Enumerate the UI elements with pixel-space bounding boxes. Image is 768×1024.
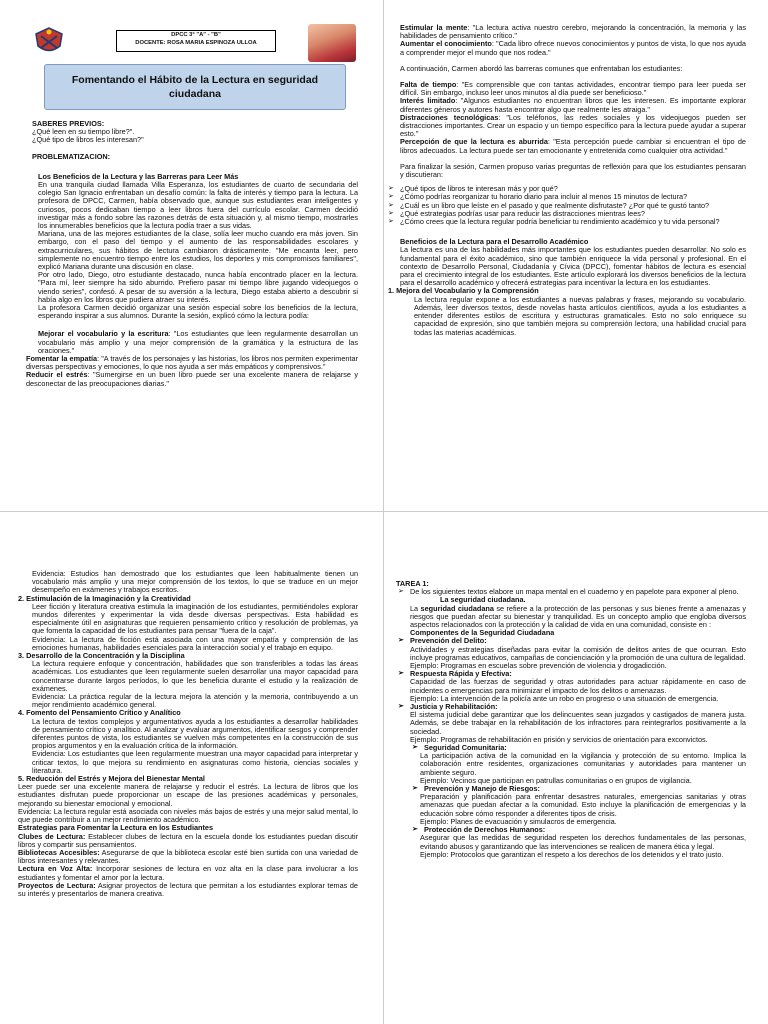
page-1 xyxy=(0,0,384,512)
barrier-boring-text: : "Esta percepción puede cambiar si encuentran el tipo de libros adecuados. La lectura puede ser tan emocionante y entretenida como cualquier otra actividad." xyxy=(400,137,746,155)
page-2-content xyxy=(388,23,746,337)
saberes-question-2: ¿Qué tipo de libros les interesan?" xyxy=(32,135,144,145)
strategy-libraries xyxy=(18,849,358,865)
component-risk-management-text: Preparación y planificación para enfrentar desastres naturales, emergencias sanitarias y otras amenazas que puedan afectar a la comunidad. Esto incluye la planificación de emergencias y la educación sobre cómo responder a diferentes tipos de crisis. xyxy=(420,792,746,818)
components-heading: Componentes de la Seguridad Ciudadana xyxy=(410,628,555,638)
strategies-heading: Estrategias para Fomentar la Lectura en los Estudiantes xyxy=(18,823,214,833)
story-paragraph-3: Por otro lado, Diego, otro estudiante destacado, nunca había encontrado placer en la lectura. "Para mí, leer siempre ha sido aburrido. Prefiero pasar mi tiempo libre jugando videojuegos o viendo series", confesó. A pesar de su aversión a la lectura, Diego estaba abierto a descubrir si había algo en los libros que pudiera atraer su interés. xyxy=(38,270,358,304)
benefit-stress xyxy=(26,371,358,387)
strategy-libraries-text: Asegurarse de que la biblioteca escolar esté bien surtida con una variedad de libros interesantes y relevantes. xyxy=(18,847,359,866)
teacher-line: DOCENTE: ROSA MARIA ESPINOZA ULLOA xyxy=(135,40,257,46)
component-rapid-response-example: Ejemplo: La intervención de la policía ante un robo en progreso o una situación de emergencia. xyxy=(410,693,719,703)
security-term: seguridad ciudadana xyxy=(420,603,494,613)
component-crime-prevention-example: Ejemplo: Programas en escuelas sobre prevención de violencia y drogadicción. xyxy=(410,661,667,671)
security-paragraph-lead: La xyxy=(410,603,421,613)
question-item: ➢ ¿Qué estrategias podrías usar para reducir las distracciones mientras lees? xyxy=(386,210,746,218)
security-paragraph-text: se refiere a la protección de las personas y sus bienes frente a amenazas y riesgos que puedan afectar su bienestar y tranquilidad. Es un concepto amplio que engloba diversos aspectos relacionados con la protección y la calidad de vida en una comunidad, consiste en : xyxy=(410,603,746,630)
story-paragraph-2: Mariana, una de las mejores estudiantes de la clase, solía leer mucho cuando era más joven. Sin embargo, con el paso del tiempo y el aumento de las responsabilidades escolares y extracurriculares, sus hábitos de lectura cambiaron drásticamente. "Me encanta leer, pero simplemente no encuentro tiempo entre los estudios, los deportes y mis compromisos familiares", explicó Mariana durante una discusión en clase. xyxy=(38,229,358,272)
evidence-5: Evidencia: La lectura regular está asociada con niveles más bajos de estrés y una mejor salud mental, lo que puede contribuir a un mejor rendimiento académico. xyxy=(18,806,358,825)
benefit-empathy-text: : "A través de los personajes y las historias, los libros nos permiten experimentar diversas perspectivas y emociones, lo que nos ayuda a ser más empáticos y comprensivos." xyxy=(26,354,358,372)
component-community: ➢ Seguridad Comunitaria: xyxy=(410,744,746,752)
section-1-text: La lectura regular expone a los estudiantes a nuevas palabras y frases, mejorando su vocabulario. Además, leer diversos textos, desde novelas hasta artículos científicos, ayuda a los estudiantes a entender diferentes estilos de escritura y estructuras gramaticales. Esto no solo enriquece su capacidad de expresión, sino que también mejora su comprensión lectora, una habilidad crucial para todas las materias académicas. xyxy=(414,294,746,337)
benefit-stress-text: : "Sumergirse en un buen libro puede ser una excelente manera de relajarse y desconectar de las preocupaciones diarias." xyxy=(26,370,358,388)
section-3-text: La lectura requiere enfoque y concentración, habilidades que son transferibles a todas las áreas académicas. Los estudiantes que leen regularmente suelen desarrollar una mayor capacidad para concentrarse durante largos períodos, lo que les beneficia durante el estudio y la realización de exámenes. xyxy=(32,659,358,693)
components-list xyxy=(396,637,746,645)
question-item: ➢ ¿Cómo crees que la lectura regular podría beneficiar tu rendimiento académico y tu vida personal? xyxy=(386,218,746,226)
course-line: DPCC 3° "A" - "B" xyxy=(171,32,221,38)
section-4-text: La lectura de textos complejos y argumentativos ayuda a los estudiantes a desarrollar habilidades de pensamiento crítico y analítico. Al analizar y evaluar argumentos, identificar sesgos y comprender diferentes puntos de vista, los estudiantes se vuelven más competentes en la construcción de sus propios argumentos y en la evaluación crítica de la información. xyxy=(32,716,358,751)
security-paragraph xyxy=(396,605,746,630)
components-list-3 xyxy=(396,703,746,711)
strategy-clubs-title: Clubes de Lectura: xyxy=(18,831,86,841)
story-paragraph-1: En una tranquila ciudad llamada Villa Esperanza, los estudiantes de cuarto de secundaria del colegio San Ignacio enfrentaban un desafío común: la falta de interés y tiempo para la lectura. La profesora de DPCC, Carmen, había observado que, aunque sus estudiantes eran inteligentes y curiosos, pocos dedicaban tiempo a leer libros fuera del currículo escolar. Carmen decidió investigar más a fondo sobre las razones detrás de esta situación y, al mismo tiempo, mostrarles los innumerables beneficios que la lectura podía traer a sus vidas. xyxy=(38,180,358,231)
task-heading: TAREA 1: xyxy=(396,579,429,588)
question-item: ➢ ¿Cuál es un libro que leíste en el pasado y que realmente disfrutaste? ¿Por qué te gustó tanto? xyxy=(386,202,746,210)
task-instruction: ➢ De los siguientes textos elabore un mapa mental en el cuaderno y en papelote para exponer al pleno. xyxy=(396,588,746,596)
page-title: Fomentando el Hábito de la Lectura en seguridad ciudadana xyxy=(44,64,346,110)
components-list-6 xyxy=(396,826,746,834)
barrier-time xyxy=(400,81,746,97)
section-1-heading: 1. Mejora del Vocabulario y la Comprensión xyxy=(388,286,539,296)
section-5-heading: 5. Reducción del Estrés y Mejora del Bienestar Mental xyxy=(18,774,205,784)
security-title: La seguridad ciudadana. xyxy=(440,595,526,605)
strategy-read-aloud-text: Incorporar sesiones de lectura en voz alta en la clase para involucrar a los estudiantes y fomentar el amor por la lectura. xyxy=(18,864,358,882)
strategy-projects-text: Asignar proyectos de lectura que permitan a los estudiantes explorar temas de su interés y presentarlos de manera creativa. xyxy=(18,880,358,898)
component-human-rights: ➢ Protección de Derechos Humanos: xyxy=(410,826,746,834)
barrier-interest-title: Interés limitado xyxy=(400,96,456,106)
evidence-2: Evidencia: La lectura de ficción está asociada con una mayor empatía y comprensión de las emociones humanas, habilidades esenciales para la interacción social y el trabajo en equipo. xyxy=(32,634,358,652)
section-4-heading: 4. Fomento del Pensamiento Crítico y Analítico xyxy=(18,708,181,718)
header-box xyxy=(116,30,276,52)
components-list-2 xyxy=(396,670,746,678)
task-list xyxy=(396,588,746,596)
benefit-knowledge xyxy=(400,40,746,56)
benefit-knowledge-text: : "Cada libro ofrece nuevos conocimientos y puntos de vista, lo que nos ayuda a comprender mejor el mundo que nos rodea." xyxy=(400,39,746,57)
strategy-projects-title: Proyectos de Lectura: xyxy=(18,880,96,890)
strategy-libraries-title: Bibliotecas Accesibles: xyxy=(18,847,100,857)
component-rapid-response-text: Capacidad de las fuerzas de seguridad y otras autoridades para actuar rápidamente en caso de incidentes o emergencias para minimizar el impacto de los delitos o amenazas. xyxy=(410,677,746,695)
strategy-clubs-text: Establecer clubes de lectura en la escuela donde los estudiantes puedan discutir libros y compartir sus pensamientos. xyxy=(18,831,358,849)
component-crime-prevention-text: Actividades y estrategias diseñadas para evitar la comisión de delitos antes de que ocurran. Esto incluye programas educativos, campañas de concienciación y la promoción de una cultura de legalidad. xyxy=(410,644,746,662)
story-paragraph-4: La profesora Carmen decidió organizar una sesión especial sobre los beneficios de la lectura, esperando inspirar a sus alumnos. Durante la sesión, explicó cómo la lectura podía: xyxy=(38,303,358,321)
benefit-mind-title: Estimular la mente xyxy=(400,23,468,32)
barrier-interest-text: : "Algunos estudiantes no encuentran libros que les interesen. Es importante explorar diferentes géneros y autores hasta encontrar algo que realmente les atraiga." xyxy=(400,96,746,114)
components-list-4 xyxy=(396,744,746,752)
section-5-text: Leer puede ser una excelente manera de relajarse y reducir el estrés. La lectura de libros que los estudiantes disfrutan puede proporcionar un escape de las presiones académicas y personales, mejorando su bienestar emocional y emocional. xyxy=(18,782,358,808)
story-heading: Los Beneficios de la Lectura y las Barreras para Leer Más xyxy=(38,171,239,181)
evidence-4: Evidencia: Los estudiantes que leen regularmente muestran una mayor capacidad para interpretar y criticar textos, lo que mejora su rendimiento en asignaturas como historia, ciencias sociales y literatura. xyxy=(32,749,358,775)
academic-benefits-paragraph: La lectura es una de las habilidades más importantes que los estudiantes pueden desarrollar. No solo es fundamental para el éxito académico, sino que también enriquece la vida personal y profesional. En el contexto de Desarrollo Personal, Ciudadanía y Cívica (DPCC), fomentar hábitos de lectura es esencial para el crecimiento integral de los estudiantes. Este artículo explorará los diversos beneficios de la lectura para el desarrollo académico y ofrecerá estrategias para incentivar la lectura en los estudiantes. xyxy=(400,245,746,288)
barrier-time-title: Falta de tiempo xyxy=(400,80,457,90)
benefit-vocabulary-title: Mejorar el vocabulario y la escritura xyxy=(38,329,169,339)
school-crest-logo xyxy=(32,26,66,56)
component-human-rights-text: Asegurar que las medidas de seguridad respeten los derechos fundamentales de las personas, evitando abusos y garantizando que las intervenciones se realicen de manera ética y legal. xyxy=(420,833,746,851)
final-intro: Para finalizar la sesión, Carmen propuso varias preguntas de reflexión para que los estudiantes pensaran y discutieran: xyxy=(400,161,746,180)
saberes-heading: SABERES PREVIOS: xyxy=(32,119,105,128)
component-community-text: La participación activa de la comunidad en la vigilancia y protección de su entorno. Implica la colaboración entre residentes, organizaciones comunitarias y autoridades para mantener un ambiente seguro. xyxy=(420,751,746,777)
page-3 xyxy=(0,512,384,1024)
reflection-questions xyxy=(386,185,746,226)
barrier-boring xyxy=(400,138,746,154)
benefit-mind xyxy=(400,24,746,40)
component-risk-management-example: Ejemplo: Planes de evacuación y simulacros de emergencia. xyxy=(420,816,617,826)
barrier-time-text: : "Es comprensible que con tantas actividades, encontrar tiempo para leer pueda ser difícil. Sin embargo, incluso leer unos minutos al día puede ser beneficioso." xyxy=(400,80,746,98)
benefit-stress-title: Reducir el estrés xyxy=(26,370,88,380)
page-3-content xyxy=(18,570,358,898)
component-justice-example: Ejemplo: Programas de rehabilitación en prisión y servicios de orientación para exconvictos. xyxy=(410,734,708,744)
component-justice-text: El sistema judicial debe garantizar que los delincuentes sean juzgados y castigados de manera justa. Además, se debe trabajar en la rehabilitación de los infractores para reintegrarlos positivamente a la sociedad. xyxy=(410,710,746,736)
barrier-tech xyxy=(400,114,746,139)
components-list-5 xyxy=(396,785,746,793)
barriers-intro: A continuación, Carmen abordó las barreras comunes que enfrentaban los estudiantes: xyxy=(400,63,683,73)
benefit-empathy xyxy=(26,355,358,371)
evidence-1: Evidencia: Estudios han demostrado que los estudiantes que leen habitualmente tienen un vocabulario más amplio y una mejor comprensión de los textos, lo que se traduce en un mejor desempeño en exámenes y trabajos escritos. xyxy=(32,569,358,595)
strategy-read-aloud xyxy=(18,865,358,881)
component-community-example: Ejemplo: Vecinos que participan en patrullas comunitarias o en grupos de vigilancia. xyxy=(420,775,692,785)
benefit-vocabulary-text: : "Los estudiantes que leen regularmente desarrollan un vocabulario más amplio y una mejor comprensión de la gramática y la estructura de las oraciones." xyxy=(38,329,358,355)
evidence-3: Evidencia: La práctica regular de la lectura mejora la atención y la memoria, contribuyendo a un mejor rendimiento académico general. xyxy=(32,692,358,710)
barrier-interest xyxy=(400,97,746,113)
section-2-heading: 2. Estimulación de la Imaginación y la Creatividad xyxy=(18,593,191,603)
component-crime-prevention: ➢ Prevención del Delito: xyxy=(396,637,746,645)
page-4-content xyxy=(396,580,746,859)
page-4 xyxy=(384,512,768,1024)
strategy-projects xyxy=(18,882,358,898)
question-item: ➢ ¿Cómo podrías reorganizar tu horario diario para incluir al menos 15 minutos de lectura? xyxy=(386,193,746,201)
component-rapid-response: ➢ Respuesta Rápida y Efectiva: xyxy=(396,670,746,678)
photo-image xyxy=(308,24,356,62)
benefit-knowledge-title: Aumentar el conocimiento xyxy=(400,39,492,49)
barrier-tech-title: Distracciones tecnológicas xyxy=(400,112,499,122)
component-human-rights-example: Ejemplo: Protocolos que garantizan el respeto a los derechos de los detenidos y el trato justo. xyxy=(420,849,724,859)
strategy-clubs xyxy=(18,833,358,849)
question-item: ➢ ¿Qué tipos de libros te interesan más y por qué? xyxy=(386,185,746,193)
strategy-read-aloud-title: Lectura en Voz Alta: xyxy=(18,864,93,874)
saberes-question-1: ¿Qué leen en su tiempo libre?". xyxy=(32,127,135,137)
page-1-content xyxy=(26,119,358,388)
section-2-text: Leer ficción y literatura creativa estimula la imaginación de los estudiantes, permitiéndoles explorar mundos diferentes y experimentar la vida desde diversas perspectivas. Esta habilidad es especialmente útil en asignaturas que requieren pensamiento crítico y resolución de problemas, ya que fomenta la capacidad de los estudiantes para pensar "fuera de la caja". xyxy=(32,601,358,636)
barrier-boring-title: Percepción de que la lectura es aburrida xyxy=(400,137,548,147)
benefit-mind-text: : "La lectura activa nuestro cerebro, mejorando la concentración, la memoria y las habilidades de pensamiento crítico." xyxy=(400,23,746,41)
benefit-vocabulary xyxy=(32,330,358,355)
component-justice: ➢ Justicia y Rehabilitación: xyxy=(396,703,746,711)
benefit-empathy-title: Fomentar la empatía xyxy=(26,354,98,364)
section-3-heading: 3. Desarrollo de la Concentración y la Disciplina xyxy=(18,651,185,661)
component-risk-management: ➢ Prevención y Manejo de Riesgos: xyxy=(410,785,746,793)
academic-benefits-heading: Beneficios de la Lectura para el Desarrollo Académico xyxy=(400,237,589,247)
barrier-tech-text: : "Los teléfonos, las redes sociales y los videojuegos pueden ser distracciones importantes. Crear un espacio y un tiempo específico para la lectura puede ayudar a superar esto." xyxy=(400,112,746,139)
problem-heading: PROBLEMATIZACION: xyxy=(32,151,111,161)
page-2 xyxy=(384,0,768,512)
